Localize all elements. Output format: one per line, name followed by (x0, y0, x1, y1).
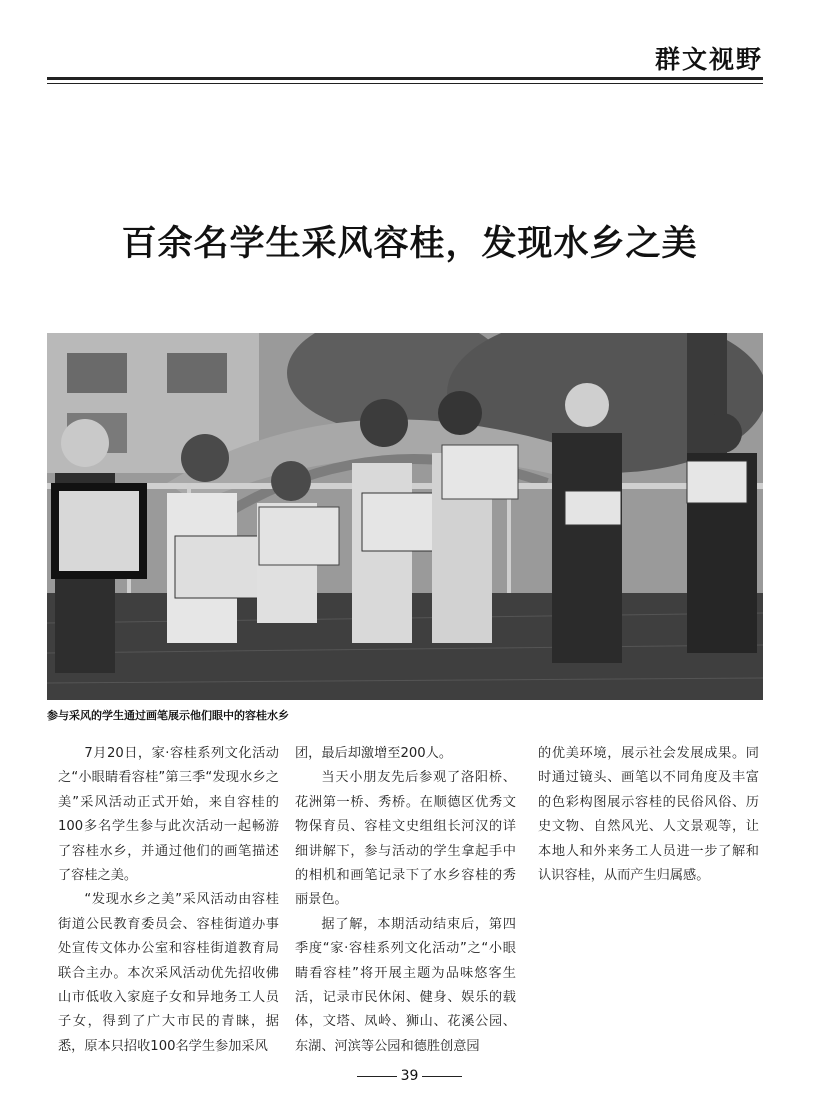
paragraph: “发现水乡之美”采风活动由容桂街道公民教育委员会、容桂街道办事处宣传文体办公室和容桂街道教育局联合主办。本次采风活动优先招收佛山市低收入家庭子女和异地务工人员子女，得到了广大市民的青睐，据悉，原本只招收100名学生参加采风 (58, 892, 279, 1054)
paragraph: 7月20日，家·容桂系列文化活动之“小眼睛看容桂”第三季“发现水乡之美”采风活动正式开始，来自容桂的100多名学生参与此次活动一起畅游了容桂水乡，并通过他们的画笔描述了容桂之美。 (58, 746, 279, 884)
text-column-3 (538, 742, 759, 888)
paragraph-continued: 团，最后却激增至200人。 (295, 746, 453, 761)
text-column-1 (58, 742, 279, 1059)
page-number-value: 39 (400, 1068, 419, 1084)
page-number-dash-right (422, 1076, 462, 1077)
article-photo (47, 333, 763, 700)
paragraph-continued: 的优美环境，展示社会发展成果。同时通过镜头、画笔以不同角度及丰富的色彩构图展示容桂的民俗风俗、历史文物、自然风光、人文景观等，让本地人和外来务工人员进一步了解和认识容桂，从而产生归属感。 (538, 746, 759, 884)
page-number (0, 1068, 819, 1084)
article-title: 百余名学生采风容桂，发现水乡之美 (121, 224, 698, 265)
header-rule-thin (47, 83, 763, 84)
text-column-2 (295, 742, 516, 1059)
photo-caption: 参与采风的学生通过画笔展示他们眼中的容桂水乡 (47, 709, 289, 722)
header-rule-thick (47, 77, 763, 80)
photo-illustration (47, 333, 763, 700)
paragraph: 据了解，本期活动结束后，第四季度“家·容桂系列文化活动”之“小眼睛看容桂”将开展主题为品味悠客生活，记录市民休闲、健身、娱乐的载体，文塔、凤岭、狮山、花溪公园、东湖、河滨等公园和德胜创意园 (295, 916, 516, 1054)
page-number-dash-left (357, 1076, 397, 1077)
paragraph: 当天小朋友先后参观了洛阳桥、花洲第一桥、秀桥。在顺德区优秀文物保育员、容桂文史组组长河汉的详细讲解下，参与活动的学生拿起手中的相机和画笔记录下了水乡容桂的秀丽景色。 (295, 770, 516, 908)
section-label: 群文视野 (654, 45, 763, 74)
